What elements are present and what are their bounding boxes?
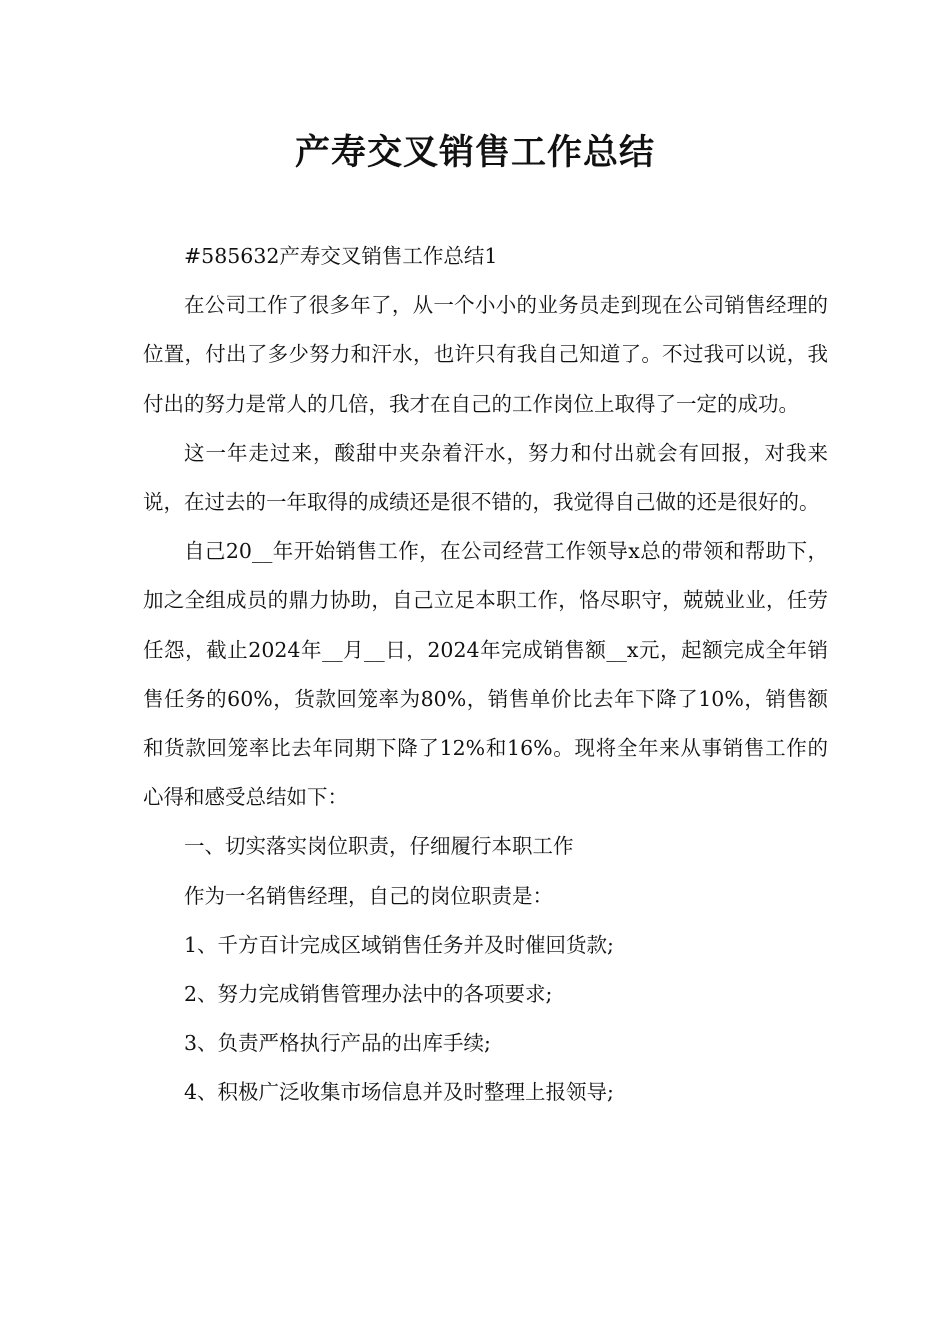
- paragraph-heading-ref: #585632产寿交叉销售工作总结1: [184, 244, 498, 268]
- list-item: 1、千方百计完成区域销售任务并及时催回货款;: [184, 932, 614, 957]
- paragraph: 在公司工作了很多年了，从一个小小的业务员走到现在公司销售经理的位置，付出了多少努力和汗水，也许只有我自己知道了。不过我可以说，我付出的努力是常人的几倍，我才在自己的工作岗位上取得了一定的成功。: [143, 293, 828, 416]
- paragraph: 作为一名销售经理，自己的岗位职责是：: [184, 883, 553, 908]
- paragraph: 这一年走过来，酸甜中夹杂着汗水，努力和付出就会有回报，对我来说，在过去的一年取得的成绩还是很不错的，我觉得自己做的还是很好的。: [143, 440, 828, 515]
- section-heading: 一、切实落实岗位职责，仔细履行本职工作: [184, 834, 574, 859]
- list-item: 2、努力完成销售管理办法中的各项要求;: [184, 982, 553, 1007]
- document-title: 产寿交叉销售工作总结: [294, 133, 655, 173]
- document-body: [143, 232, 828, 1118]
- list-item: 3、负责严格执行产品的出库手续;: [184, 1031, 491, 1056]
- paragraph: 自己20__年开始销售工作，在公司经营工作领导x总的带领和帮助下，加之全组成员的鼎力协助，自己立足本职工作，恪尽职守，兢兢业业，任劳任怨，截止2024年__月__日，2024年完成销售额__x元，起额完成全年销售任务的60%，货款回笼率为80%，销售单价比去年下降了10%，销售额和货款回笼率比去年同期下降了12%和16%。现将全年来从事销售工作的心得和感受总结如下：: [143, 539, 828, 810]
- list-item: 4、积极广泛收集市场信息并及时整理上报领导;: [184, 1080, 614, 1105]
